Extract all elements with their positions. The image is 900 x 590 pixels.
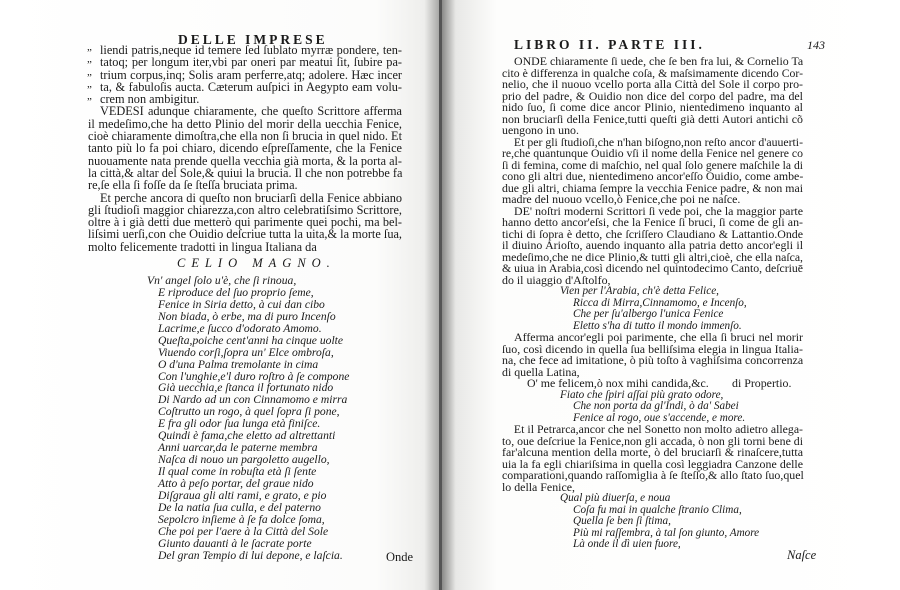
left-page: [0, 0, 442, 590]
text-line: Et per gli ſtudioſi,che n'han biſogno,non reſto ancor d'auuerti-: [513, 134, 803, 149]
text-line: Non biada, ò erbe, ma di puro Incenſo: [158, 309, 336, 323]
text-line: ſi di femina, come di maſchio, nel qual ſolo genere maſchile la di: [502, 157, 803, 172]
text-line: Lacrime,e ſucco d'odorato Amomo.: [158, 321, 322, 335]
text-line: cito è differenza in qualche coſa, & maſsimamente dicendo Cor-: [502, 65, 803, 80]
text-line: medeſimo,che ne dice Plinio,& tutti gli altri,cioè, che ella naſca,: [502, 249, 803, 264]
text-line: Fenice al rogo, oue s'accende, e more.: [573, 411, 746, 424]
text-line: E riproduce del ſuo proprio ſeme,: [158, 285, 314, 299]
text-line: Afferma ancor'egli poi parimente, che ella ſi bruci nel morir: [514, 330, 803, 344]
running-head: DELLE IMPRESE: [178, 32, 328, 47]
text-line: prio del padre, & Ouidio non dice del corpo del padre, ma del: [502, 88, 803, 103]
text-line: Giunto dauanti à le ſacrate porte: [158, 536, 312, 550]
verse-block: [502, 286, 803, 332]
text-line: DE' noſtri moderni Scrittori ſi vede poi, che la maggior parte: [514, 203, 803, 218]
text-line: Queſta,poiche cent'anni ha cinque uolte: [158, 333, 344, 347]
text-line: „ tatoq; per longum iter,vbi par oneri par meatui ſit, ſubire pa-: [88, 56, 402, 68]
text-line: di quella Latina,: [502, 364, 580, 379]
text-line: far'alcuna mention della morte, ò del bruciarſi & rinaſcere,tutta: [502, 445, 803, 459]
text-line: „ liendi patris,neque id temere ſed ſublato myrræ pondere, ten-: [88, 44, 402, 56]
left-page-text: [88, 44, 402, 562]
text-line: molto felicemente tradotti in lingua Italiana da: [88, 239, 317, 254]
text-line: Atto à peſo portar, del graue nido: [158, 476, 314, 490]
text-line: Più mi raſſembra, à tal ſon giunto, Amore: [573, 526, 760, 539]
verse-block: [502, 493, 803, 551]
text-line: Diſgraua gli alti rami, e grato, e pio: [158, 488, 327, 502]
text-line: re,ſe ella ſi foſſe da ſe ſteſſa bruciata prima.: [88, 178, 298, 193]
text-line: due gli altri, chiama ſempre la vecchia Fenice padre, & non mai: [502, 180, 803, 195]
text-line: „ trium corpus,inq; Solis aram perferre,atq; adolere. Hæc incer: [88, 69, 402, 81]
text-line: Coſa fu mai in qualche ſtranio Clima,: [573, 503, 742, 516]
text-line: madre del nuouo vcello,ò Fenice,che poi ne naſce.: [502, 192, 741, 206]
text-line: Là onde il dì uien fuore,: [573, 538, 681, 550]
text-line: Quindi è fama,che eletto ad altrettanti: [158, 429, 336, 443]
text-line: „ crem non ambigitur.: [88, 93, 402, 105]
paragraph: [502, 134, 804, 206]
text-line: Ricca di Mirra,Cinnamomo, e Incenſo,: [573, 296, 747, 309]
citation-source: di Propertio.: [732, 376, 792, 390]
text-line: Vien per l'Arabia, ch'è detta Felice,: [560, 285, 719, 297]
text-line: E fra gli odor ſua lunga età finiſce.: [158, 417, 321, 431]
text-line: to, oue deſcriue la Fenice,non gli accada, ò non gli torni bene di: [502, 433, 803, 448]
text-line: il medeſimo,che ha detto Plinio del morir della uecchia Fenice,: [88, 116, 402, 131]
text-line: Di Nardo ad un con Cinnamomo e mirra: [158, 393, 348, 407]
latin-quotation: [88, 44, 402, 105]
text-line: Et perche ancora di queſto non bruciarſi della Fenice abbiano: [100, 190, 402, 205]
text-line: O' me felicem,ò nox mihi candida,&c.: [527, 376, 709, 390]
text-line: hanno detto ancor'eſsi, che la Fenice ſi bruci, ſi come de gli an-: [502, 215, 803, 229]
text-line: CELIO MAGNO.: [177, 256, 336, 271]
text-line: re,che quantunque Ouidio vſi il nome della Fenice nel genere co: [502, 146, 803, 160]
text-line: Fenice in Siria detto, à cui dan cibo: [158, 297, 325, 311]
text-line: ONDE chiaramente ſi uede, che ſe ben fra lui, & Cornelio Ta: [514, 54, 804, 68]
text-line: nuouamente nata prende quella vecchia già morta, & la porta al-: [88, 153, 402, 168]
text-line: uia la fa egli chiariſsima in quella così leggiadra Canzone delle: [502, 456, 803, 471]
text-line: tichi di ſopra è detto, che ſcriſſero Claudiano & Lattantio.Onde: [502, 226, 803, 241]
catchword: Onde: [386, 550, 414, 564]
text-line: „ ta, & fabuloſis aucta. Cæterum auſpici in Aegypto eam volu-: [88, 81, 402, 93]
right-page-text: [502, 56, 803, 551]
text-line: non bruciarſi della Fenice,tutti queſti già detti Autori antichi cõ: [502, 111, 803, 126]
verse-block: [502, 390, 803, 425]
text-line: Che per ſu'albergo l'unica Fenice: [573, 308, 724, 320]
text-line: liſsimi uerſi,con che Ouidio deſcriue tutta la uita,& la morte ſua,: [88, 227, 402, 242]
paragraph: [502, 332, 803, 378]
text-line: tanto più lo fa poi chiaro, dicendo eſpreſſamente, che la Fenice: [88, 141, 402, 156]
text-line: cioè chiaramente dimoſtra,che ella non ſi brucia in quel nido. Et: [88, 129, 402, 144]
paragraph: [502, 424, 803, 493]
text-line: il diuino Arioſto, auendo inquanto alla patria detto ancor'egli il: [502, 238, 803, 252]
text-line: Et il Petrarca,ancor che nel Sonetto non molto adietro allega-: [513, 422, 803, 436]
text-line: nido ſuo, ſi come dice ancor Plinio, nientedimeno inquanto al: [502, 100, 803, 114]
text-line: Qual più diuerſa, e noua: [560, 492, 671, 504]
text-line: Che poi per l'aere à la Città del Sole: [158, 524, 329, 538]
text-line: Eletto s'ha di tutto il mondo immenſo.: [573, 319, 742, 332]
citation: [502, 378, 803, 390]
text-line: De la natia ſua culla, e del paterno: [158, 500, 321, 514]
catchword: Naſce: [787, 548, 817, 562]
text-line: uengono in uno.: [502, 123, 579, 137]
paragraph: [88, 192, 402, 253]
text-line: Che non porta da gl'Indi, ò da' Sabei: [573, 400, 739, 412]
verse-block: [88, 275, 402, 562]
author-heading: [88, 253, 402, 271]
text-line: ſuo, così dicendo in quella ſua belliſsima elegia in lingua Italia-: [502, 341, 803, 356]
text-line: oltre à i già detti due metterò qui parimente quei pochi, ma bel-: [88, 215, 402, 230]
paragraph: [502, 203, 803, 287]
running-head: LIBRO II. PARTE III.: [514, 37, 705, 52]
text-line: na, che fece ad imitatione, ò più toſto à vaghiſsima concorrenza: [502, 353, 804, 367]
text-line: lo della Fenice,: [502, 479, 575, 494]
text-line: Sepolcro inſieme à ſe fa dolce ſoma,: [158, 512, 325, 526]
text-line: Vn' angel ſolo u'è, che ſi rinoua,: [147, 274, 297, 288]
text-line: Con l'unghie,e'l duro roſtro à ſe compone: [158, 369, 350, 383]
text-line: Quella ſe ben ſi ſtima,: [573, 515, 671, 527]
text-line: Fiato che ſpiri aſſai più grato odore,: [560, 388, 724, 401]
text-line: Viuendo corſi,ſopra un' Elce ombroſa,: [158, 345, 334, 359]
page-number: 143: [807, 38, 825, 52]
text-line: cono gli altri due, nientedimeno ancor'eſſo Ouidio, come ambe-: [502, 169, 804, 183]
text-line: Coſtrutto un rogo, à quel ſopra ſi pone,: [158, 405, 340, 419]
text-line: gli ſtudioſi maggior chiarezza,con altro celebratiſsimo Scrittore,: [88, 202, 402, 217]
text-line: Il qual come in robuſta età ſi ſente: [158, 465, 317, 479]
paragraph: [502, 56, 803, 137]
text-line: comparationi,quando raſſomiglia à ſe ſteſſo,& allo ſtato ſuo,quel: [502, 468, 804, 482]
text-line: nelio, che il nuouo vcello porta alla Città del Sole il corpo pro-: [502, 77, 803, 91]
text-line: Già uecchia,e ſtanca il fortunato nido: [158, 381, 334, 395]
text-line: Naſca di nouo un pargoletto augello,: [158, 453, 330, 467]
text-line: la città,& altar del Sole,& quiui la brucia. Il che non potrebbe fa: [88, 165, 403, 180]
text-line: do il uiaggio d'Aſtolfo,: [502, 272, 611, 287]
right-page: [442, 0, 900, 590]
text-line: O d'una Palma tremolante in cima: [158, 357, 319, 371]
text-line: Del gran Tempio di lui depone, e laſcia.: [158, 548, 343, 562]
text-line: & uiua in Arabia,così dicendo nel quintodecimo Canto, deſcriuē: [502, 261, 803, 275]
text-line: VEDESI adunque chiaramente, che queſto Scrittore afferma: [100, 104, 402, 119]
text-line: Anni uarcar,da le paterne membra: [158, 441, 318, 455]
paragraph: [88, 105, 402, 191]
